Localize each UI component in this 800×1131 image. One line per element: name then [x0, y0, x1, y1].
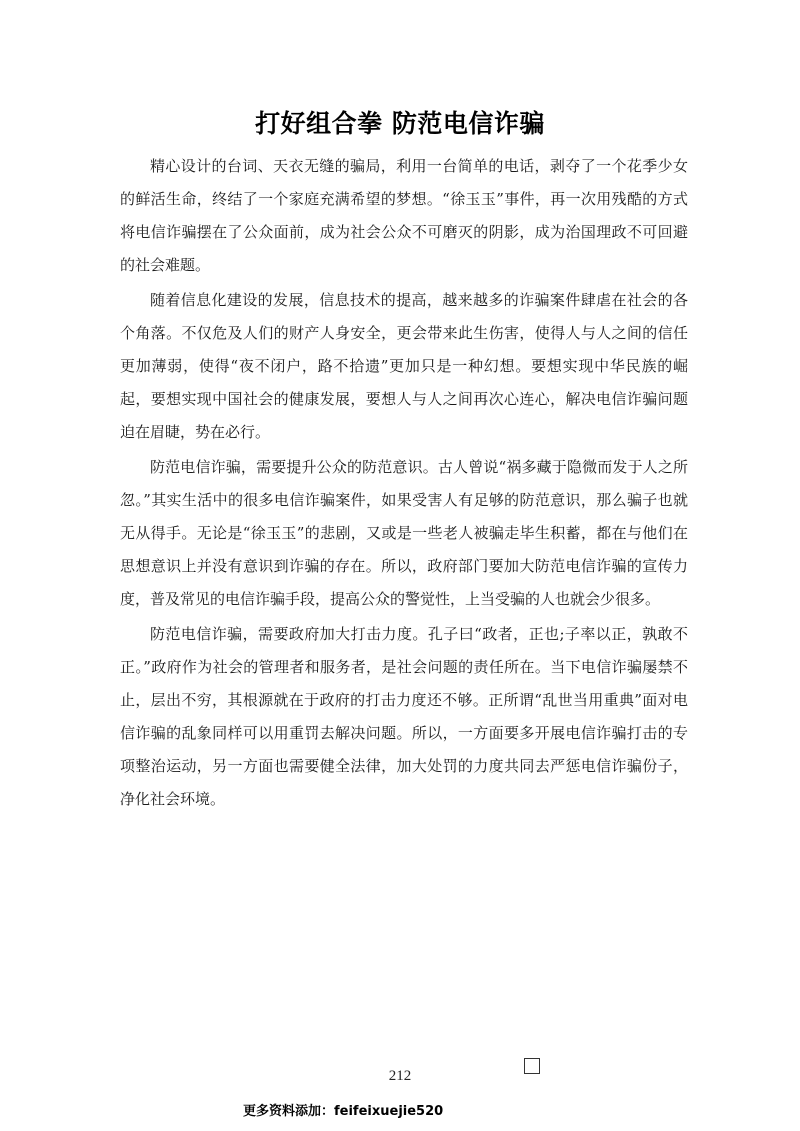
footer-note: 更多资料添加：feifeixuejie520 — [243, 1104, 444, 1119]
page-number: 212 — [388, 1068, 412, 1084]
paragraph-2: 随着信息化建设的发展，信息技术的提高，越来越多的诈骗案件肆虐在社会的各个角落。不仅危及人们的财产人身安全，更会带来此生伤害，使得人与人之间的信任更加薄弱，使得“夜不闭户，路不拾遗”更加只是一种幻想。要想实现中华民族的崛起，要想实现中国社会的健康发展，要想人与人之间再次心连心，解决电信诈骗问题迫在眉睫，势在必行。 — [120, 291, 688, 441]
paragraph-1: 精心设计的台词、天衣无缝的骗局，利用一台简单的电话，剥夺了一个花季少女的鲜活生命，终结了一个家庭充满希望的梦想。“徐玉玉”事件，再一次用残酷的方式将电信诈骗摆在了公众面前，成为社会公众不可磨灭的阴影，成为治国理政不可回避的社会难题。 — [120, 157, 688, 274]
document-title: 打好组合拳 防范电信诈骗 — [255, 109, 545, 138]
checkbox[interactable] — [524, 1058, 540, 1074]
paragraph-3: 防范电信诈骗，需要提升公众的防范意识。古人曾说“祸多藏于隐微而发于人之所忽。”其实生活中的很多电信诈骗案件，如果受害人有足够的防范意识，那么骗子也就无从得手。无论是“徐玉玉”的悲剧，又或是一些老人被骗走毕生积蓄，都在与他们在思想意识上并没有意识到诈骗的存在。所以，政府部门要加大防范电信诈骗的宣传力度，普及常见的电信诈骗手段，提高公众的警觉性，上当受骗的人也就会少很多。 — [120, 458, 688, 608]
document-body — [120, 150, 688, 818]
paragraph-4: 防范电信诈骗，需要政府加大打击力度。孔子曰“政者，正也;子率以正，孰敢不正。”政府作为社会的管理者和服务者，是社会问题的责任所在。当下电信诈骗屡禁不止，层出不穷，其根源就在于政府的打击力度还不够。正所谓“乱世当用重典”面对电信诈骗的乱象同样可以用重罚去解决问题。所以，一方面要多开展电信诈骗打击的专项整治运动，另一方面也需要健全法律，加大处罚的力度共同去严惩电信诈骗份子，净化社会环境。 — [120, 625, 688, 808]
